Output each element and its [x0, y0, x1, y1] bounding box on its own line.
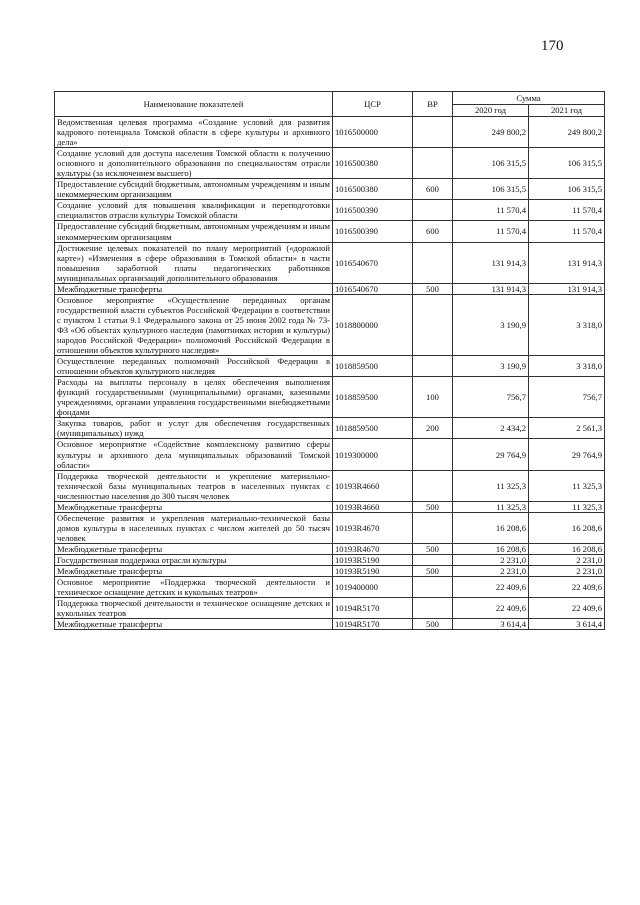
row-sum-2021: 3 614,4	[529, 619, 605, 630]
table-row	[55, 418, 605, 439]
row-csr: 10193R4660	[333, 501, 413, 512]
table-row	[55, 179, 605, 200]
row-sum-2020: 22 409,6	[453, 598, 529, 619]
row-csr: 10193R4660	[333, 470, 413, 501]
row-csr: 1016500390	[333, 221, 413, 242]
row-vr	[413, 577, 453, 598]
row-name: Межбюджетные трансферты	[55, 543, 333, 554]
row-sum-2020: 3 614,4	[453, 619, 529, 630]
row-sum-2020: 131 914,3	[453, 283, 529, 294]
row-sum-2021: 3 318,0	[529, 294, 605, 355]
row-sum-2021: 106 315,5	[529, 179, 605, 200]
row-sum-2021: 22 409,6	[529, 577, 605, 598]
table-row	[55, 294, 605, 355]
row-sum-2021: 11 570,4	[529, 200, 605, 221]
row-csr: 1016540670	[333, 242, 413, 283]
row-csr: 1018859500	[333, 418, 413, 439]
row-sum-2020: 249 800,2	[453, 117, 529, 148]
table-row	[55, 200, 605, 221]
row-csr: 1018859500	[333, 377, 413, 418]
row-name: Предоставление субсидий бюджетным, автономным учреждениям и иным некоммерческим организациям	[55, 179, 333, 200]
row-csr: 1016500000	[333, 117, 413, 148]
row-sum-2021: 11 325,3	[529, 501, 605, 512]
row-sum-2020: 11 570,4	[453, 200, 529, 221]
row-name: Основное мероприятие «Содействие комплексному развитию сферы культуры и архивного дела муниципальных образований Томской области»	[55, 439, 333, 470]
row-csr: 1016500390	[333, 200, 413, 221]
row-vr: 500	[413, 619, 453, 630]
row-sum-2021: 3 318,0	[529, 356, 605, 377]
row-sum-2021: 249 800,2	[529, 117, 605, 148]
row-vr	[413, 356, 453, 377]
row-csr: 1019300000	[333, 439, 413, 470]
row-name: Поддержка творческой деятельности и укрепление материально-технической базы муниципальных театров в населенных пунктах с численностью населения до 300 тысяч человек	[55, 470, 333, 501]
row-vr: 600	[413, 179, 453, 200]
table-row	[55, 566, 605, 577]
row-name: Создание условий для доступа населения Томской области к получению основного и дополнительного образования по специальностям отрасли культуры (за исключением высшего)	[55, 148, 333, 179]
row-sum-2020: 16 208,6	[453, 512, 529, 543]
page-number: 170	[541, 38, 564, 54]
row-csr: 1016500380	[333, 148, 413, 179]
table-row	[55, 619, 605, 630]
row-sum-2020: 11 570,4	[453, 221, 529, 242]
row-csr: 10194R5170	[333, 619, 413, 630]
row-sum-2020: 2 231,0	[453, 566, 529, 577]
row-vr: 600	[413, 221, 453, 242]
row-vr	[413, 439, 453, 470]
row-sum-2021: 16 208,6	[529, 543, 605, 554]
row-sum-2021: 29 764,9	[529, 439, 605, 470]
header-year-2020: 2020 год	[453, 104, 529, 117]
row-csr: 1019400000	[333, 577, 413, 598]
row-csr: 10193R5190	[333, 566, 413, 577]
row-csr: 10194R5170	[333, 598, 413, 619]
row-vr	[413, 598, 453, 619]
row-sum-2021: 16 208,6	[529, 512, 605, 543]
row-vr	[413, 200, 453, 221]
row-name: Межбюджетные трансферты	[55, 283, 333, 294]
row-name: Обеспечение развития и укрепления материально-технической базы домов культуры в населенных пунктах с числом жителей до 50 тысяч человек	[55, 512, 333, 543]
row-sum-2020: 2 231,0	[453, 554, 529, 565]
table-row	[55, 283, 605, 294]
row-csr: 10193R4670	[333, 543, 413, 554]
row-sum-2020: 11 325,3	[453, 501, 529, 512]
table-row	[55, 598, 605, 619]
row-name: Предоставление субсидий бюджетным, автономным учреждениям и иным некоммерческим организациям	[55, 221, 333, 242]
table-row	[55, 543, 605, 554]
row-vr: 200	[413, 418, 453, 439]
row-csr: 1016500380	[333, 179, 413, 200]
row-sum-2020: 29 764,9	[453, 439, 529, 470]
row-sum-2020: 106 315,5	[453, 148, 529, 179]
table-row	[55, 117, 605, 148]
row-sum-2020: 11 325,3	[453, 470, 529, 501]
row-vr	[413, 242, 453, 283]
table-row	[55, 470, 605, 501]
row-name: Закупка товаров, работ и услуг для обеспечения государственных (муниципальных) нужд	[55, 418, 333, 439]
row-name: Межбюджетные трансферты	[55, 566, 333, 577]
row-vr	[413, 148, 453, 179]
row-vr: 500	[413, 566, 453, 577]
row-sum-2021: 756,7	[529, 377, 605, 418]
row-name: Межбюджетные трансферты	[55, 619, 333, 630]
row-name: Поддержка творческой деятельности и техническое оснащение детских и кукольных театров	[55, 598, 333, 619]
table-row	[55, 577, 605, 598]
row-csr: 1016540670	[333, 283, 413, 294]
row-vr: 100	[413, 377, 453, 418]
header-sum: Сумма	[453, 92, 605, 105]
table-row	[55, 148, 605, 179]
row-vr	[413, 117, 453, 148]
row-sum-2021: 106 315,5	[529, 148, 605, 179]
row-sum-2020: 3 190,9	[453, 356, 529, 377]
row-sum-2021: 2 561,3	[529, 418, 605, 439]
row-sum-2020: 22 409,6	[453, 577, 529, 598]
row-vr	[413, 512, 453, 543]
table-row	[55, 554, 605, 565]
row-name: Основное мероприятие «Поддержка творческой деятельности и техническое оснащение детских и кукольных театров»	[55, 577, 333, 598]
row-sum-2021: 11 325,3	[529, 470, 605, 501]
row-sum-2021: 2 231,0	[529, 566, 605, 577]
row-name: Межбюджетные трансферты	[55, 501, 333, 512]
row-name: Расходы на выплаты персоналу в целях обеспечения выполнения функций государственными (муниципальными) органами, казенными учреждениями, органами управления государственными внебюджетными фондами	[55, 377, 333, 418]
row-sum-2021: 131 914,3	[529, 242, 605, 283]
table-row	[55, 242, 605, 283]
row-sum-2020: 3 190,9	[453, 294, 529, 355]
row-sum-2021: 11 570,4	[529, 221, 605, 242]
row-sum-2020: 2 434,2	[453, 418, 529, 439]
header-year-2021: 2021 год	[529, 104, 605, 117]
row-csr: 1018800000	[333, 294, 413, 355]
row-vr: 500	[413, 283, 453, 294]
row-vr	[413, 470, 453, 501]
row-vr: 500	[413, 543, 453, 554]
header-csr: ЦСР	[333, 92, 413, 117]
header-row	[55, 92, 605, 105]
row-sum-2020: 131 914,3	[453, 242, 529, 283]
budget-table	[54, 91, 605, 630]
row-sum-2020: 106 315,5	[453, 179, 529, 200]
table-row	[55, 221, 605, 242]
row-csr: 1018859500	[333, 356, 413, 377]
row-name: Государственная поддержка отрасли культуры	[55, 554, 333, 565]
row-csr: 10193R5190	[333, 554, 413, 565]
table-row	[55, 439, 605, 470]
row-sum-2021: 2 231,0	[529, 554, 605, 565]
row-vr	[413, 554, 453, 565]
row-name: Основное мероприятие «Осуществление переданных органам государственной власти субъектов Российской Федерации в соответствии с пунктом 1 статьи 9.1 Федерального закона от 25 июня 2002 года № 73-ФЗ «Об объектах культурного наследия (памятниках истории и культуры) народов Российской Федерации» полномочий Российской Федерации в отношении объектов культурного наследия»	[55, 294, 333, 355]
row-csr: 10193R4670	[333, 512, 413, 543]
row-sum-2020: 756,7	[453, 377, 529, 418]
row-name: Ведомственная целевая программа «Создание условий для развития кадрового потенциала Томской области в сфере культуры и архивного дела»	[55, 117, 333, 148]
table-body	[55, 117, 605, 630]
header-name: Наименование показателей	[55, 92, 333, 117]
table-row	[55, 377, 605, 418]
table-row	[55, 501, 605, 512]
row-sum-2021: 131 914,3	[529, 283, 605, 294]
table-row	[55, 356, 605, 377]
row-vr: 500	[413, 501, 453, 512]
row-name: Достижение целевых показателей по плану мероприятий («дорожной карте») «Изменения в сфере образования в Томской области» в части повышения заработной платы педагогических работников муниципальных организаций дополнительного образования	[55, 242, 333, 283]
header-vr: ВР	[413, 92, 453, 117]
row-name: Осуществление переданных полномочий Российской Федерации в отношении объектов культурного наследия	[55, 356, 333, 377]
table-row	[55, 512, 605, 543]
row-vr	[413, 294, 453, 355]
row-sum-2020: 16 208,6	[453, 543, 529, 554]
row-sum-2021: 22 409,6	[529, 598, 605, 619]
row-name: Создание условий для повышения квалификации и переподготовки специалистов отрасли культуры Томской области	[55, 200, 333, 221]
